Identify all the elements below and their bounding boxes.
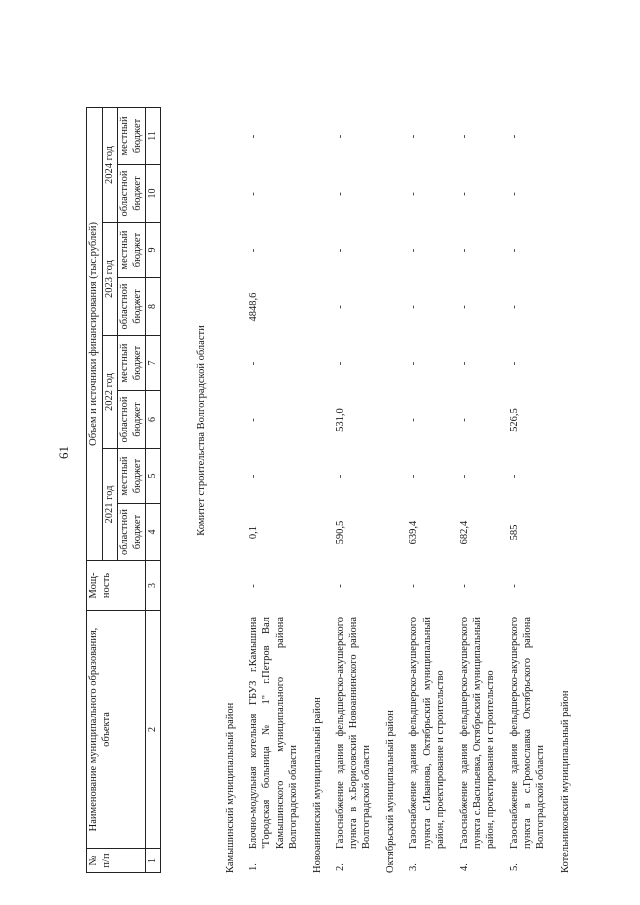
budget-value-cell: - [408, 134, 420, 139]
header-regional-budget: областной бюджет [118, 504, 146, 561]
budget-value-cell: - [509, 134, 521, 139]
index-cell: 4 [146, 504, 161, 561]
row-number: 5. [509, 863, 521, 871]
header-local-budget: местный бюджет [118, 449, 146, 504]
budget-value-cell: - [408, 248, 420, 253]
header-financing: Объем и источники финансирования (тыс.рублей) [87, 107, 103, 560]
header-object-name: Наименование муниципального образования, объекта [87, 611, 146, 849]
budget-value-cell: - [408, 192, 420, 196]
budget-value-cell: - [458, 361, 470, 366]
budget-value-cell: - [248, 418, 260, 422]
header-year-2023: 2023 год [102, 223, 118, 336]
district-name: Новоаннинский муниципальный район [311, 697, 323, 873]
financing-table-header [86, 107, 161, 873]
budget-value-cell: - [248, 192, 260, 196]
row-number: 2. [334, 863, 346, 871]
budget-value-cell: - [408, 361, 420, 366]
budget-value-cell: - [334, 305, 346, 309]
header-year-2022: 2022 год [102, 336, 118, 449]
header-local-budget: местный бюджет [118, 336, 146, 391]
header-power: Мощ-ность [87, 561, 146, 611]
index-cell: 8 [146, 278, 161, 336]
table-row [508, 108, 547, 873]
header-regional-budget: областной бюджет [118, 278, 146, 336]
budget-value-cell: 585 [509, 524, 521, 541]
budget-value-cell: - [509, 305, 521, 309]
index-cell: 10 [146, 165, 161, 223]
header-local-budget: местный бюджет [118, 107, 146, 164]
budget-value-cell: - [458, 474, 470, 479]
index-cell: 6 [146, 391, 161, 449]
district-name: Котельниковский муниципальный район [559, 690, 571, 873]
budget-value-cell: - [408, 474, 420, 479]
district-list [224, 108, 572, 873]
index-cell: 2 [146, 611, 161, 849]
object-name: Блочно-модульная котельная ГБУЗ г.Камышина "Городская больница № 1" г.Петров Вал Камышинского муниципального района Волгоградской области [248, 617, 299, 849]
committee-title: Комитет строительства Волгоградской области [196, 325, 207, 536]
index-cell: 11 [146, 107, 161, 164]
header-regional-budget: областной бюджет [118, 391, 146, 449]
budget-value-cell: - [458, 418, 470, 422]
budget-value-cell: - [248, 361, 260, 366]
header-regional-budget: областной бюджет [118, 165, 146, 223]
index-cell: 1 [146, 849, 161, 873]
object-name: Газоснабжение здания фельдшерско-акушерского пункта в с.Громославка Октябрьского района Волгоградской области [509, 617, 547, 849]
budget-value-cell: 590,5 [334, 520, 346, 545]
index-cell: 3 [146, 561, 161, 611]
row-number: 4. [458, 863, 470, 871]
budget-value-cell: - [408, 305, 420, 309]
power-cell: - [248, 584, 260, 588]
object-name: Газоснабжение здания фельдшерско-акушерского пункта в х.Борисовский Новоаннинского района Волгоградской области [334, 617, 373, 849]
budget-value-cell: - [509, 474, 521, 479]
table-row [334, 108, 373, 873]
budget-value-cell: 526,5 [509, 408, 521, 432]
budget-value-cell: 4848,6 [248, 292, 260, 322]
budget-value-cell: - [509, 248, 521, 253]
row-number: 3. [408, 863, 420, 871]
budget-value-cell: - [334, 361, 346, 366]
budget-value-cell: 531,0 [334, 408, 346, 432]
index-cell: 7 [146, 336, 161, 391]
budget-value-cell: - [408, 418, 420, 422]
table-body [190, 108, 582, 873]
budget-value-cell: - [248, 474, 260, 479]
header-local-budget: местный бюджет [118, 223, 146, 278]
budget-value-cell: - [248, 134, 260, 139]
power-cell: - [408, 584, 420, 588]
budget-value-cell: 639,4 [408, 520, 420, 545]
district-name: Камышинский муниципальный район [225, 702, 237, 873]
budget-value-cell: - [334, 248, 346, 253]
table-row [407, 108, 446, 873]
power-cell: - [458, 584, 470, 588]
header-year-2024: 2024 год [102, 107, 118, 222]
header-year-2021: 2021 год [102, 449, 118, 561]
budget-value-cell: - [458, 134, 470, 139]
table-row [247, 108, 300, 873]
district-name: Октябрьский муниципальный район [385, 710, 397, 873]
power-cell: - [334, 584, 346, 588]
budget-value-cell: - [334, 474, 346, 479]
budget-value-cell: 682,4 [458, 520, 470, 545]
budget-value-cell: - [458, 305, 470, 309]
page-number: 61 [56, 446, 71, 459]
budget-value-cell: - [509, 361, 521, 366]
budget-value-cell: 0,1 [248, 525, 260, 540]
budget-value-cell: - [334, 192, 346, 196]
object-name: Газоснабжение здания фельдшерско-акушерского пункта с.Васильевка, Октябрьский муниципальный район, проектирование и строительство [458, 617, 496, 849]
index-cell: 5 [146, 449, 161, 504]
row-number: 1. [248, 863, 260, 871]
table-row [458, 108, 497, 873]
budget-value-cell: - [509, 192, 521, 196]
header-num: № п/п [87, 849, 146, 873]
power-cell: - [509, 584, 521, 588]
budget-value-cell: - [248, 248, 260, 253]
budget-value-cell: - [458, 192, 470, 196]
budget-value-cell: - [334, 134, 346, 139]
object-name: Газоснабжение здания фельдшерско-акушерского пункта с.Иванова, Октябрьский муниципальный район, проектирование и строительство [408, 617, 446, 849]
budget-value-cell: - [458, 248, 470, 253]
index-cell: 9 [146, 223, 161, 278]
